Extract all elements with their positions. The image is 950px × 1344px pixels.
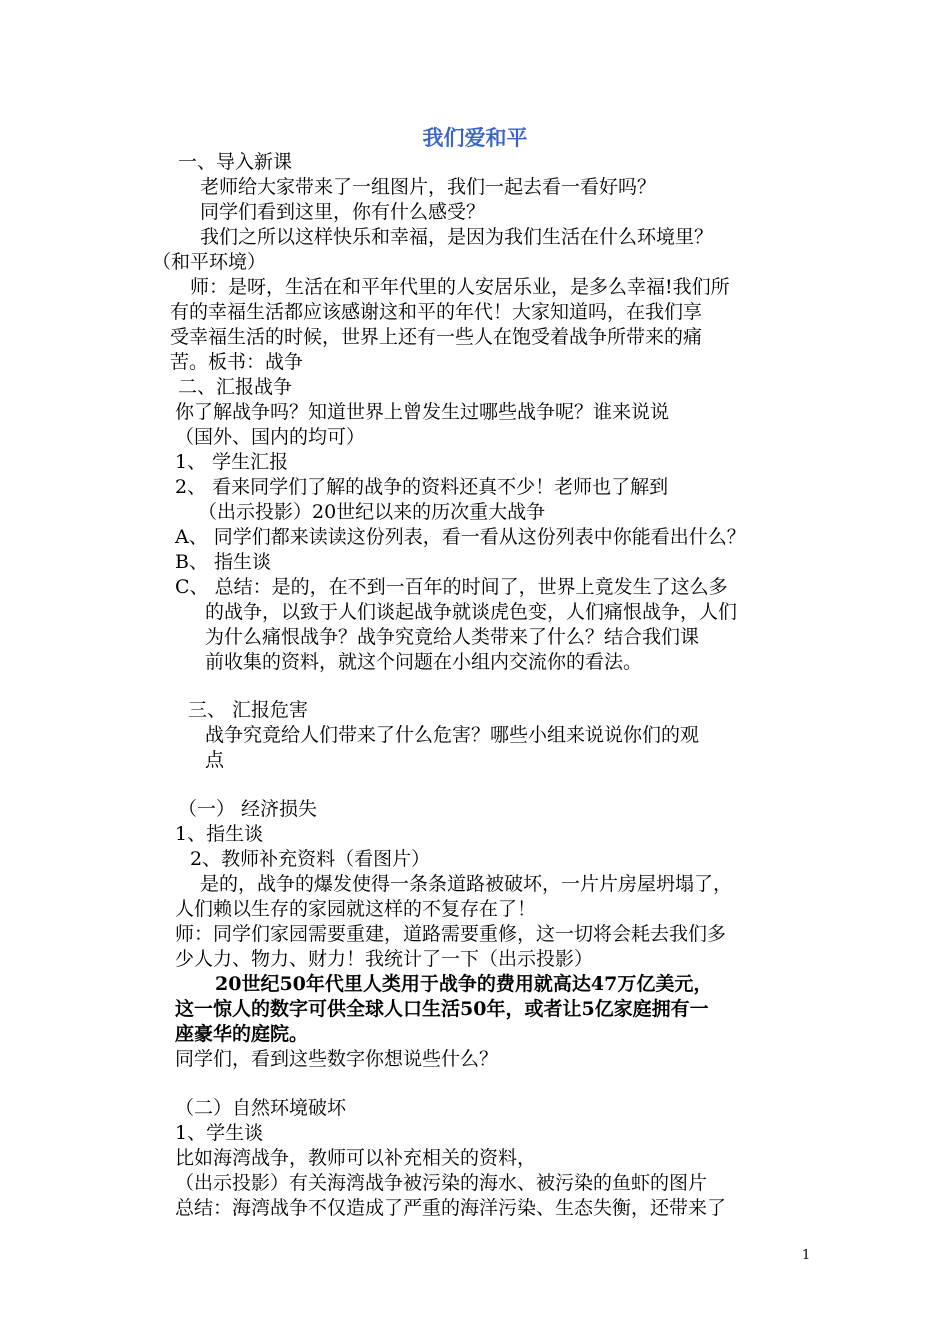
text-line: 老师给大家带来了一组图片，我们一起去看一看好吗？ bbox=[200, 176, 657, 198]
text-line: （和平环境） bbox=[152, 251, 267, 273]
highlight-line: 座豪华的庭院。 bbox=[175, 1023, 309, 1045]
highlight-line: 20世纪50年代里人类用于战争的费用就高达47万亿美元， bbox=[215, 973, 713, 995]
text-line: 同学们看到这里，你有什么感受？ bbox=[200, 201, 486, 223]
text-line: 苦。板书：战争 bbox=[170, 351, 304, 373]
section-heading-war: 二、汇报战争 bbox=[178, 376, 293, 398]
text-line: 师：同学们家园需要重建，道路需要重修，这一切将会耗去我们多 bbox=[175, 923, 727, 945]
highlight-line: 这一惊人的数字可供全球人口生活50年，或者让5亿家庭拥有一 bbox=[175, 998, 709, 1020]
list-item: A、 同学们都来读读这份列表，看一看从这份列表中你能看出什么？ bbox=[175, 526, 746, 548]
section-heading-intro: 一、导入新课 bbox=[178, 151, 293, 173]
text-line: 少人力、物力、财力！我统计了一下（出示投影） bbox=[175, 948, 594, 970]
text-line: 比如海湾战争，教师可以补充相关的资料， bbox=[175, 1147, 537, 1169]
text-line: （出示投影）20世纪以来的历次重大战争 bbox=[198, 501, 546, 523]
page-title: 我们爱和平 bbox=[422, 126, 528, 150]
list-item: 1、 学生汇报 bbox=[175, 451, 289, 473]
text-line: （出示投影）有关海湾战争被污染的海水、被污染的鱼虾的图片 bbox=[175, 1172, 708, 1194]
text-line: 受幸福生活的时候，世界上还有一些人在饱受着战争所带来的痛 bbox=[170, 326, 703, 348]
subsection-heading-economy: （一） 经济损失 bbox=[178, 798, 318, 820]
section-heading-harm: 三、 汇报危害 bbox=[188, 699, 309, 721]
subsection-heading-nature: （二）自然环境破坏 bbox=[175, 1097, 347, 1119]
list-item: B、 指生谈 bbox=[175, 551, 272, 573]
list-item: 1、学生谈 bbox=[175, 1122, 264, 1144]
text-line: 你了解战争吗？知道世界上曾发生过哪些战争呢？谁来说说 bbox=[175, 401, 670, 423]
text-line: 战争究竟给人们带来了什么危害？哪些小组来说说你们的观 bbox=[205, 724, 700, 746]
text-line: 是的，战争的爆发使得一条条道路被破坏，一片片房屋坍塌了， bbox=[200, 873, 733, 895]
text-line: 为什么痛恨战争？战争究竟给人类带来了什么？结合我们课 bbox=[205, 626, 700, 648]
text-line: 总结：海湾战争不仅造成了严重的海洋污染、生态失衡，还带来了 bbox=[175, 1197, 727, 1219]
text-line: （国外、国内的均可） bbox=[175, 426, 366, 448]
list-item: 1、指生谈 bbox=[175, 823, 264, 845]
text-line: 前收集的资料，就这个问题在小组内交流你的看法。 bbox=[205, 651, 643, 673]
text-line: 同学们，看到这些数字你想说些什么？ bbox=[175, 1048, 499, 1070]
list-item: C、 总结：是的，在不到一百年的时间了，世界上竟发生了这么多 bbox=[175, 576, 728, 598]
text-line: 人们赖以生存的家园就这样的不复存在了！ bbox=[175, 898, 537, 920]
text-line: 我们之所以这样快乐和幸福，是因为我们生活在什么环境里？ bbox=[200, 226, 714, 248]
text-line: 有的幸福生活都应该感谢这和平的年代！大家知道吗，在我们享 bbox=[170, 301, 703, 323]
page-number: 1 bbox=[802, 1248, 811, 1263]
list-item: 2、 看来同学们了解的战争的资料还真不少！老师也了解到 bbox=[175, 476, 669, 498]
text-line: 的战争，以致于人们谈起战争就谈虎色变，人们痛恨战争，人们 bbox=[205, 601, 738, 623]
text-line: 点 bbox=[205, 749, 225, 771]
text-line: 师：是呀，生活在和平年代里的人安居乐业，是多么幸福!我们所 bbox=[190, 276, 730, 298]
list-item: 2、教师补充资料（看图片） bbox=[190, 848, 431, 870]
